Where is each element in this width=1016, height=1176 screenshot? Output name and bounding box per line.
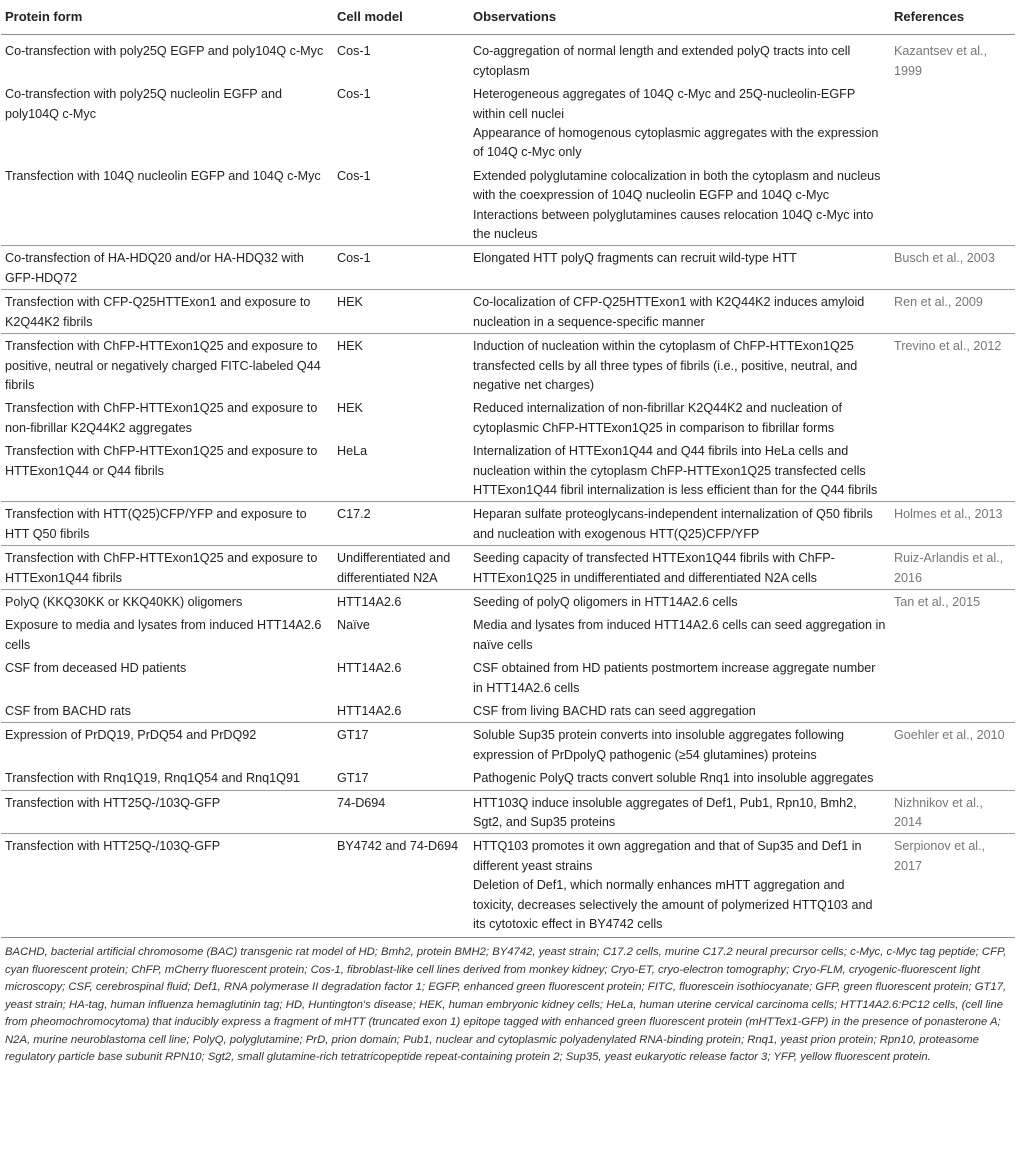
cell-model-cell: HEK [333, 334, 469, 397]
cell-model-cell: HTT14A2.6 [333, 589, 469, 613]
cell-model-cell: Cos-1 [333, 246, 469, 290]
table-footnote: BACHD, bacterial artificial chromosome (BAC) transgenic rat model of HD; Bmh2, protein BMH2; BY4742, yeast strain; C17.2 cells, murine C17.2 neural precursor cells; c-Myc, c-Myc tag peptide; CFP, cyan fluorescent protein; ChFP, mCherry fluorescent protein; Cos-1, fibroblast-like cell lines derived from monkey kidney; Cryo-ET, cryo-electron tomography; Cryo-FLM, cryogenic-fluorescent light microscopy; CSF, cerebrospinal fluid; Def1, RNA polymerase II degradation factor 1; EGFP, enhanced green fluorescent protein; FITC, fluorescein isothiocyanate; GFP, green fluorescent protein; GT17, yeast strain; HA-tag, human influenza hemaglutinin tag; HD, Huntington's disease; HEK, human embryonic kidney cells; HeLa, human uterine cervical carcinoma cells; HTT14A2.6:PC12 cells, (cell line from pheomochromocytoma) that inducibly express a fragment of mHTT (truncated exon 1) epitope tagged with enhanced green fluorescent protein (mHTTex1-GFP) in the presence of ponasterone A; N2A, murine neuroblastoma cell line; PolyQ, polyglutamine; PrD, prion domain; Pub1, nuclear and cytoplasmic polyadenylated RNA-binding protein; Rnq1, yeast prion protein; Rpn10, proteasome regulatory particle base subunit RPN10; Sgt2, small glutamine-rich tetratricopeptide repeat-containing protein 2; Sup35, yeast eukaryotic release factor 3; YFP, yellow fluorescent protein. [1, 937, 1015, 1066]
cell-model-cell: GT17 [337, 771, 369, 786]
observation-text: Seeding capacity of transfected HTTExon1Q44 fibrils with ChFP-HTTExon1Q25 in undifferentiated and differentiated N2A cells [473, 551, 835, 585]
table-header-row [1, 0, 1015, 35]
table-body [1, 35, 1015, 936]
protein-form-cell: Transfection with HTT25Q-/103Q-GFP [1, 790, 333, 834]
observation-text: Seeding of polyQ oligomers in HTT14A2.6 cells [473, 594, 738, 609]
reference-cell [890, 699, 1015, 723]
reference-cell: Goehler et al., 2010 [890, 723, 1015, 766]
table-row [1, 164, 1015, 246]
reference-cell [890, 82, 1015, 164]
observations-cell [469, 656, 890, 699]
observation-text: Pathogenic PolyQ tracts convert soluble Rnq1 into insoluble aggregates [473, 771, 874, 786]
reference-cell: Kazantsev et al., 1999 [894, 44, 988, 78]
observation-text: CSF obtained from HD patients postmortem increase aggregate number in HTT14A2.6 cells [473, 661, 876, 695]
table-row [1, 334, 1015, 397]
table-row [1, 723, 1015, 766]
observations-cell [469, 589, 890, 613]
observations-cell [469, 766, 890, 790]
reference-cell: Ren et al., 2009 [890, 290, 1015, 334]
protein-form-cell: Transfection with ChFP-HTTExon1Q25 and exposure to non-fibrillar K2Q44K2 aggregates [5, 401, 318, 435]
header-cell-model: Cell model [333, 0, 469, 35]
cell-model-cell: HTT14A2.6 [337, 661, 402, 676]
observation-text: Induction of nucleation within the cytoplasm of ChFP-HTTExon1Q25 transfected cells by all three types of fibrils (i.e., positive, neutral, and negative net charges) [473, 339, 858, 392]
protein-form-cell: CSF from BACHD rats [5, 704, 131, 718]
protein-form-cell: Co-transfection with poly25Q nucleolin EGFP and poly104Q c-Myc [5, 87, 282, 121]
cell-model-cell: Undifferentiated and differentiated N2A [333, 546, 469, 590]
cell-model-cell: C17.2 [333, 502, 469, 546]
protein-form-cell: Co-transfection of HA-HDQ20 and/or HA-HDQ32 with GFP-HDQ72 [1, 246, 333, 290]
reference-cell: Tan et al., 2015 [890, 589, 1015, 613]
observation-text: Heterogeneous aggregates of 104Q c-Myc and 25Q-nucleolin-EGFP within cell nuclei [473, 87, 855, 121]
observations-cell [469, 334, 890, 397]
polyq-table [1, 0, 1015, 935]
cell-model-cell: HEK [333, 290, 469, 334]
cell-model-cell: HEK [337, 401, 363, 416]
observation-text: Soluble Sup35 protein converts into insoluble aggregates following expression of PrDpolyQ pathogenic (≥54 glutamines) proteins [473, 728, 845, 762]
protein-form-cell: Expression of PrDQ19, PrDQ54 and PrDQ92 [1, 723, 333, 766]
observation-text: HTTQ103 promotes it own aggregation and that of Sup35 and Def1 in different yeast strains [473, 839, 862, 873]
cell-model-cell: Cos-1 [337, 168, 371, 183]
table-row [1, 396, 1015, 439]
cell-model-cell: 74-D694 [333, 790, 469, 834]
header-references: References [890, 0, 1015, 35]
header-protein-form: Protein form [1, 0, 333, 35]
table-row [1, 699, 1015, 723]
observations-cell [469, 246, 890, 290]
cell-model-cell: GT17 [333, 723, 469, 766]
observation-text: Elongated HTT polyQ fragments can recruit wild-type HTT [473, 251, 797, 266]
protein-form-cell: Transfection with CFP-Q25HTTExon1 and exposure to K2Q44K2 fibrils [1, 290, 333, 334]
protein-form-cell: CSF from deceased HD patients [5, 661, 187, 676]
observations-cell [469, 290, 890, 334]
table-row [1, 589, 1015, 613]
observations-cell [469, 502, 890, 546]
observation-text: Extended polyglutamine colocalization in both the cytoplasm and nucleus with the coexpression of 104Q nucleolin EGFP and 104Q c-Myc [473, 168, 881, 203]
protein-form-cell: Transfection with ChFP-HTTExon1Q25 and exposure to HTTExon1Q44 fibrils [1, 546, 333, 590]
observation-text: Interactions between polyglutamines causes relocation 104Q c-Myc into the nucleus [473, 207, 874, 242]
reference-cell: Holmes et al., 2013 [890, 502, 1015, 546]
reference-cell: Nizhnikov et al., 2014 [890, 790, 1015, 834]
cell-model-cell: BY4742 and 74-D694 [333, 834, 469, 936]
reference-cell [890, 439, 1015, 502]
observations-cell [469, 396, 890, 439]
reference-cell: Ruiz-Arlandis et al., 2016 [890, 546, 1015, 590]
reference-cell: Trevino et al., 2012 [890, 334, 1015, 397]
observation-text: Internalization of HTTExon1Q44 and Q44 fibrils into HeLa cells and nucleation within the cytoplasm ChFP-HTTExon1Q25 transfected cells [473, 444, 866, 478]
table-row [1, 656, 1015, 699]
cell-model-cell: Cos-1 [337, 44, 371, 59]
observation-text: Deletion of Def1, which normally enhances mHTT aggregation and toxicity, decreases selectively the amount of polymerized HTTQ103 and its cytotoxic effect in BY4742 cells [473, 878, 873, 932]
observations-cell [469, 439, 890, 502]
observation-text: Heparan sulfate proteoglycans-independent internalization of Q50 fibrils and nucleation with exogenous HTT(Q25)CFP/YFP [473, 507, 873, 541]
protein-form-cell: Co-transfection with poly25Q EGFP and poly104Q c-Myc [5, 44, 324, 59]
table-row [1, 790, 1015, 834]
observation-text: Co-localization of CFP-Q25HTTExon1 with K2Q44K2 induces amyloid nucleation in a sequence-specific manner [473, 295, 865, 329]
observations-cell [469, 723, 890, 766]
observations-cell [469, 699, 890, 723]
reference-cell [890, 656, 1015, 699]
observations-cell [469, 35, 890, 82]
table-row [1, 766, 1015, 790]
table-row [1, 35, 1015, 82]
table-row [1, 290, 1015, 334]
reference-cell [890, 164, 1015, 246]
protein-form-cell: Transfection with 104Q nucleolin EGFP and 104Q c-Myc [5, 168, 321, 183]
table-row [1, 834, 1015, 936]
observations-cell [469, 82, 890, 164]
table-row [1, 439, 1015, 502]
header-observations: Observations [469, 0, 890, 35]
table-row [1, 546, 1015, 590]
observation-text: HTT103Q induce insoluble aggregates of Def1, Pub1, Rpn10, Bmh2, Sgt2, and Sup35 proteins [473, 795, 857, 830]
cell-model-cell: Cos-1 [337, 87, 371, 102]
observation-text: Media and lysates from induced HTT14A2.6 cells can seed aggregation in naïve cells [473, 618, 886, 652]
protein-form-cell: Transfection with HTT(Q25)CFP/YFP and exposure to HTT Q50 fibrils [1, 502, 333, 546]
table-row [1, 613, 1015, 656]
observations-cell [469, 164, 890, 246]
cell-model-cell: Naïve [337, 618, 370, 633]
reference-cell: Busch et al., 2003 [890, 246, 1015, 290]
reference-cell [890, 766, 1015, 790]
observation-text: Appearance of homogenous cytoplasmic aggregates with the expression of 104Q c-Myc only [473, 126, 879, 160]
table-row [1, 82, 1015, 164]
cell-model-cell: HeLa [337, 444, 368, 459]
cell-model-cell: HTT14A2.6 [337, 704, 402, 718]
observations-cell [469, 790, 890, 834]
protein-form-cell: Exposure to media and lysates from induced HTT14A2.6 cells [5, 618, 322, 652]
protein-form-cell: PolyQ (KKQ30KK or KKQ40KK) oligomers [1, 589, 333, 613]
observations-cell [469, 834, 890, 936]
observation-text: HTTExon1Q44 fibril internalization is less efficient than for the Q44 fibrils [473, 482, 878, 497]
observation-text: Co-aggregation of normal length and extended polyQ tracts into cell cytoplasm [473, 44, 851, 78]
protein-form-cell: Transfection with Rnq1Q19, Rnq1Q54 and Rnq1Q91 [5, 771, 300, 786]
table-row [1, 246, 1015, 290]
reference-cell: Serpionov et al., 2017 [890, 834, 1015, 936]
observation-text: Reduced internalization of non-fibrillar K2Q44K2 and nucleation of cytoplasmic ChFP-HTTExon1Q25 in comparison to fibrillar forms [473, 401, 842, 435]
reference-cell [890, 396, 1015, 439]
observations-cell [469, 613, 890, 656]
protein-form-cell: Transfection with ChFP-HTTExon1Q25 and exposure to positive, neutral or negatively charged FITC-labeled Q44 fibrils [1, 334, 333, 397]
table-row [1, 502, 1015, 546]
observations-cell [469, 546, 890, 590]
protein-form-cell: Transfection with ChFP-HTTExon1Q25 and exposure to HTTExon1Q44 or Q44 fibrils [5, 444, 318, 478]
reference-cell [890, 613, 1015, 656]
observation-text: CSF from living BACHD rats can seed aggregation [473, 704, 756, 718]
protein-form-cell: Transfection with HTT25Q-/103Q-GFP [1, 834, 333, 936]
